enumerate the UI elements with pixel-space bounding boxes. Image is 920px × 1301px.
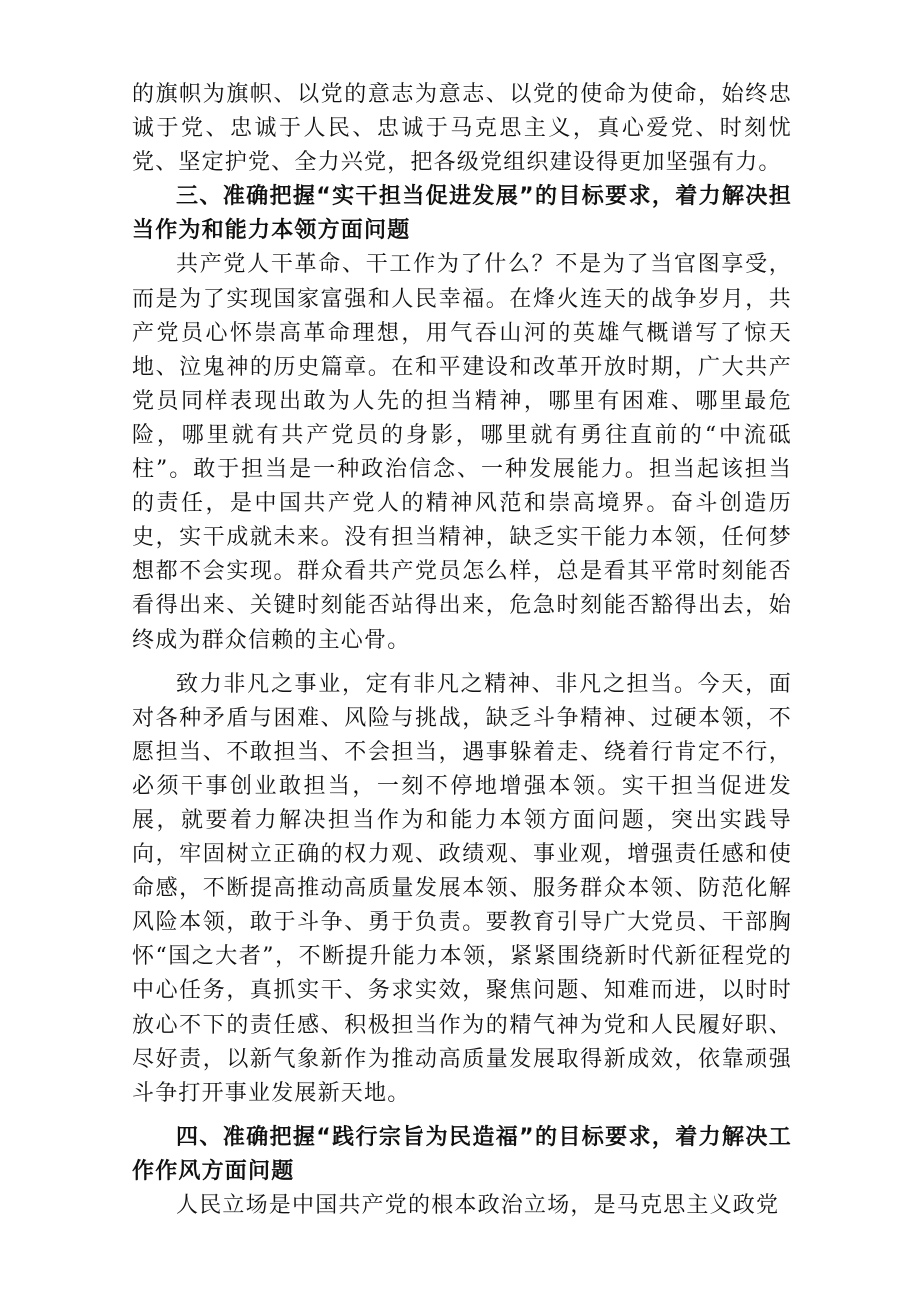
section-heading-3: 三、准确把握“实干担当促进发展”的目标要求，着力解决担当作为和能力本领方面问题 [132, 184, 792, 244]
paragraph-gap [132, 658, 792, 668]
paragraph-section-3-second: 致力非凡之事业，定有非凡之精神、非凡之担当。今天，面对各种矛盾与困难、风险与挑战，缺乏斗争精神、过硬本领，不愿担当、不敢担当、不会担当，遇事躲着走、绕着行肯定不行，必须干事创业敢担当，一刻不停地增强本领。实干担当促进发展，就要着力解决担当作为和能力本领方面问题，突出实践导向，牢固树立正确的权力观、政绩观、事业观，增强责任感和使命感，不断提高推动高质量发展本领、服务群众本领、防范化解风险本领，敢于斗争、勇于负责。要教育引导广大党员、干部胸怀“国之大者”，不断提升能力本领，紧紧围绕新时代新征程党的中心任务，真抓实干、务求实效，聚焦问题、知难而进，以时时放心不下的责任感、积极担当作为的精气神为党和人民履好职、尽好责，以新气象新作为推动高质量发展取得新成效，依靠顽强斗争打开事业发展新天地。 [132, 671, 792, 1106]
paragraph-section-4-first: 人民立场是中国共产党的根本政治立场，是马克思主义政党 [176, 1193, 780, 1218]
paragraph-section-3-first: 共产党人干革命、干工作为了什么？不是为了当官图享受，而是为了实现国家富强和人民幸福。在烽火连天的战争岁月，共产党员心怀崇高革命理想，用气吞山河的英雄气概谱写了惊天地、泣鬼神的历史篇章。在和平建设和改革开放时期，广大共产党员同样表现出敢为人先的担当精神，哪里有困难、哪里最危险，哪里就有共产党员的身影，哪里就有勇往直前的“中流砥柱”。敢于担当是一种政治信念、一种发展能力。担当起该担当的责任，是中国共产党人的精神风范和崇高境界。奋斗创造历史，实干成就未来。没有担当精神，缺乏实干能力本领，任何梦想都不会实现。群众看共产党员怎么样，总是看其平常时刻能否看得出来、关键时刻能否站得出来，危急时刻能否豁得出去，始终成为群众信赖的主心骨。 [132, 252, 792, 653]
paragraph-gap [132, 1111, 792, 1121]
section-heading-4: 四、准确把握“践行宗旨为民造福”的目标要求，着力解决工作作风方面问题 [132, 1124, 792, 1184]
document-body [132, 78, 792, 1223]
paragraph-continuation: 的旗帜为旗帜、以党的意志为意志、以党的使命为使命，始终忠诚于党、忠诚于人民、忠诚于马克思主义，真心爱党、时刻忧党、坚定护党、全力兴党，把各级党组织建设得更加坚强有力。 [132, 82, 792, 176]
